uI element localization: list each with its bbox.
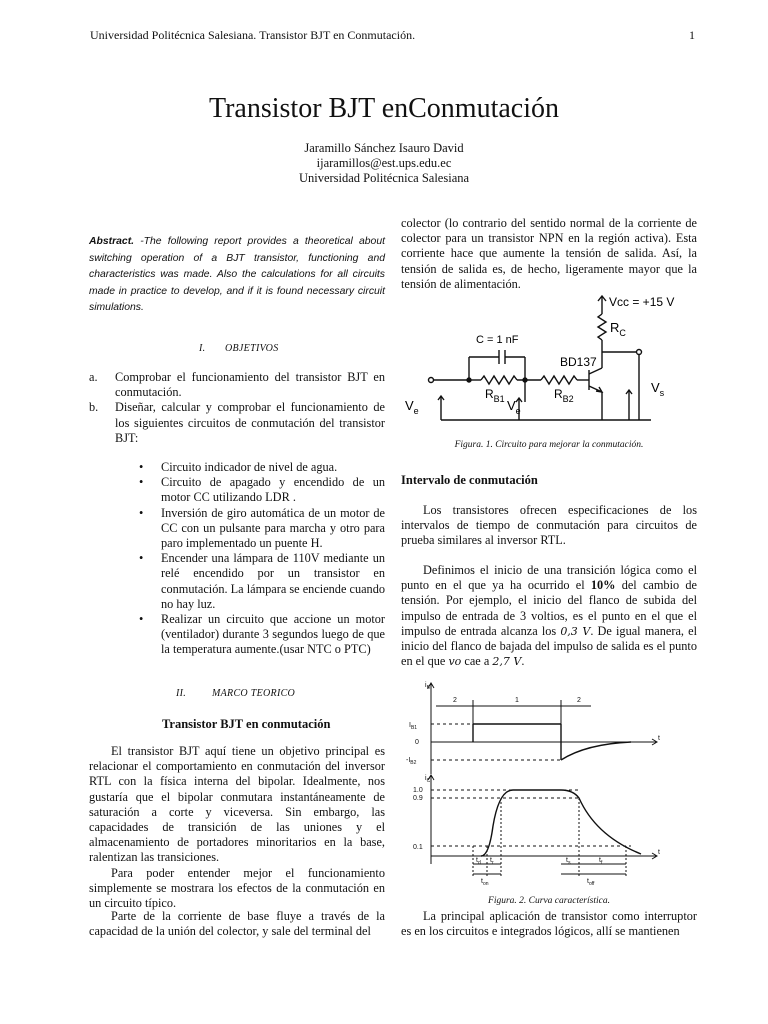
list-item — [89, 370, 385, 400]
bullet-icon: • — [139, 551, 144, 566]
paragraph: Los transistores ofrecen especificaciones de los intervalos de tiempo de conmutación para circuitos de prueba similares al inversor RTL. — [401, 503, 697, 548]
running-header: Universidad Politécnica Salesiana. Transistor BJT en Conmutación. — [90, 28, 416, 42]
abstract-text: -The following report provides a theoretical about switching operation of a BJT transistor, functioning and characteristics was made. Also the calculations for all circuits made in practice to develop, and if it is found necessary circuit simulations. — [89, 236, 385, 313]
bullet-item — [139, 551, 385, 612]
rc-label: $R_C$ — [610, 320, 626, 338]
subsection-heading: Intervalo de conmutación — [401, 473, 538, 487]
math-v27: 2,7 V — [492, 655, 522, 669]
tr-label: $t_r$ — [490, 857, 494, 866]
ic-axis-label: $i_C$ — [425, 775, 431, 784]
tf-label: $t_f$ — [599, 857, 603, 866]
page-number: 1 — [689, 28, 695, 42]
td-label: $t_d$ — [476, 857, 481, 866]
bullet-text: Encender una lámpara de 110V mediante un relé encendido por un transistor en conmutación. La lámpara se enciende cuando no hay luz. — [161, 551, 385, 611]
section-number: II. — [176, 688, 187, 699]
bullet-item — [139, 612, 385, 658]
ib2-level-label: $-I_{B2}$ — [406, 757, 417, 766]
abstract — [89, 234, 385, 317]
bullet-item — [139, 475, 385, 505]
zero-level-label: 0 — [415, 739, 419, 746]
top-interval-label: 2 — [453, 697, 457, 704]
math-v03: 0,3 V — [560, 624, 591, 638]
top-interval-label: 2 — [577, 697, 581, 704]
author-name: Jaramillo Sánchez Isauro David — [304, 141, 464, 155]
ic-level-09: 0.9 — [413, 795, 423, 802]
time-axis-label: t — [658, 849, 660, 856]
figure-1-caption: Figura. 1. Circuito para mejorar la conmutación. — [454, 440, 644, 450]
bullet-item — [139, 506, 385, 552]
math-vo: vo — [448, 655, 462, 669]
math-percent: 10% — [590, 578, 616, 593]
ib-axis-label: $i_B$ — [425, 682, 430, 691]
paragraph: colector (lo contrario del sentido normal de la corriente de colector para un transistor NPN en la región activa). Esta corriente hace que aumente la tensión de salida. Así, la tensión de salida es, de hecho, ligeramente mayor que la tensión de alimentación. — [401, 216, 697, 291]
author-affiliation: Universidad Politécnica Salesiana — [298, 171, 470, 185]
ts-label: $t_s$ — [566, 857, 571, 866]
paper-title: Transistor BJT enConmutación — [208, 93, 559, 124]
bullet-item — [139, 460, 385, 475]
section-title: MARCO TEORICO — [212, 688, 296, 699]
ton-label: $t_{on}$ — [481, 878, 489, 887]
bullet-text: Circuito indicador de nivel de agua. — [161, 460, 338, 474]
ve-input-label: $V_e$ — [405, 398, 419, 416]
list-label: a. — [89, 370, 98, 384]
text-run: . De igual manera, el inicio del flanco de bajada del impulso de salida es el punto en el que — [401, 623, 697, 669]
bullet-text: Inversión de giro automática de un motor de CC con un pulsante para marcha y otro para paro implementado un puente H. — [161, 505, 385, 551]
vs-output-label: $V_s$ — [651, 380, 665, 398]
time-axis-label: t — [658, 735, 660, 742]
list-label: b. — [89, 400, 99, 415]
text-run: Definimos el inicio de una transición lógica como el punto en el que ya ha ocurrido el — [401, 563, 697, 593]
bullet-icon: • — [139, 475, 144, 490]
bullet-icon: • — [139, 460, 144, 474]
section-heading-marco-teorico — [176, 688, 295, 699]
ve-base-label: $V_e$ — [507, 398, 521, 416]
paragraph: El transistor BJT aquí tiene un objetivo principal es relacionar el comportamiento en conmutación del inversor RTL con la física interna del bipolar. Idealmente, nos gustaría que el bipolar conmutara instantáneamente de saturación a corte y viceversa. Sin embargo, las capacidades de transición de las uniones y el almacenamiento de portadores minoritarios en la base, ralentizan las transiciones. — [89, 744, 385, 865]
figure-1-circuit — [401, 292, 697, 432]
paragraph: Para poder entender mejor el funcionamiento simplemente se mostrara los efectos de la conmutación en un circuito típico. — [89, 866, 385, 911]
figure-2-caption: Figura. 2. Curva característica. — [488, 896, 610, 906]
abstract-label: Abstract. — [89, 236, 135, 247]
subsection-heading: Transistor BJT en conmutación — [162, 717, 331, 731]
top-interval-label: 1 — [515, 697, 519, 704]
toff-label: $t_{off}$ — [587, 878, 595, 887]
list-text: Comprobar el funcionamiento del transistor BJT en conmutación. — [115, 370, 385, 400]
bullet-icon: • — [139, 505, 144, 520]
rb1-label: $R_{B1}$ — [485, 387, 505, 404]
paragraph: La principal aplicación de transistor como interruptor es en los circuitos e integrados lógicos, allí se mantienen — [401, 909, 697, 939]
circuits-bullet-list — [139, 460, 385, 658]
vcc-label: Vcc = +15 V — [609, 295, 675, 309]
rb2-label: $R_{B2}$ — [554, 387, 574, 404]
section-number: I. — [199, 343, 206, 354]
list-text: Diseñar, calcular y comprobar el funcionamiento de los siguientes circuitos de conmutación del transistor BJT: — [115, 400, 385, 445]
section-heading-objetivos — [199, 343, 279, 354]
paragraph-switching-definition: Definimos el inicio de una transición lógica como el punto en el que ya ha ocurrido el 10% del cambio de tensión. Por ejemplo, el inicio del flanco de subida del impulso de entrada de 3 voltios, es el punto en el que el impulso de entrada alcanza los 0,3 V. De igual manera, el inicio del flanco de bajada del impulso de salida es el punto en el que vo cae a 2,7 V. — [401, 563, 697, 669]
section-title: OBJETIVOS — [225, 343, 279, 354]
author-email: ijaramillos@est.ups.edu.ec — [316, 156, 452, 170]
ic-level-01: 0.1 — [413, 844, 423, 851]
text-run: del cambio de tensión. Por ejemplo, el inicio del flanco de subida del impulso de entrada de 3 voltios, es el punto en el que el impulso de entrada alcanza los — [401, 578, 697, 638]
bullet-text: Realizar un circuito que accione un motor (ventilador) durante 3 segundos luego de que la temperatura aumente.(usar NTC o PTC) — [161, 612, 385, 657]
text-run: cae a — [464, 654, 490, 669]
list-item — [89, 400, 385, 446]
transistor-label: BD137 — [560, 355, 597, 369]
bullet-text: Circuito de apagado y encendido de un motor CC utilizando LDR . — [161, 475, 385, 505]
figure-2-characteristic-curve — [401, 676, 697, 896]
paragraph: Parte de la corriente de base fluye a través de la capacidad de la unión del colector, y sale del terminal del — [89, 909, 385, 939]
capacitor-label: C = 1 nF — [476, 334, 519, 346]
bullet-icon: • — [139, 612, 144, 627]
objectives-list — [89, 370, 385, 446]
ib1-level-label: $I_{B1}$ — [409, 722, 418, 731]
ic-level-1: 1.0 — [413, 787, 423, 794]
